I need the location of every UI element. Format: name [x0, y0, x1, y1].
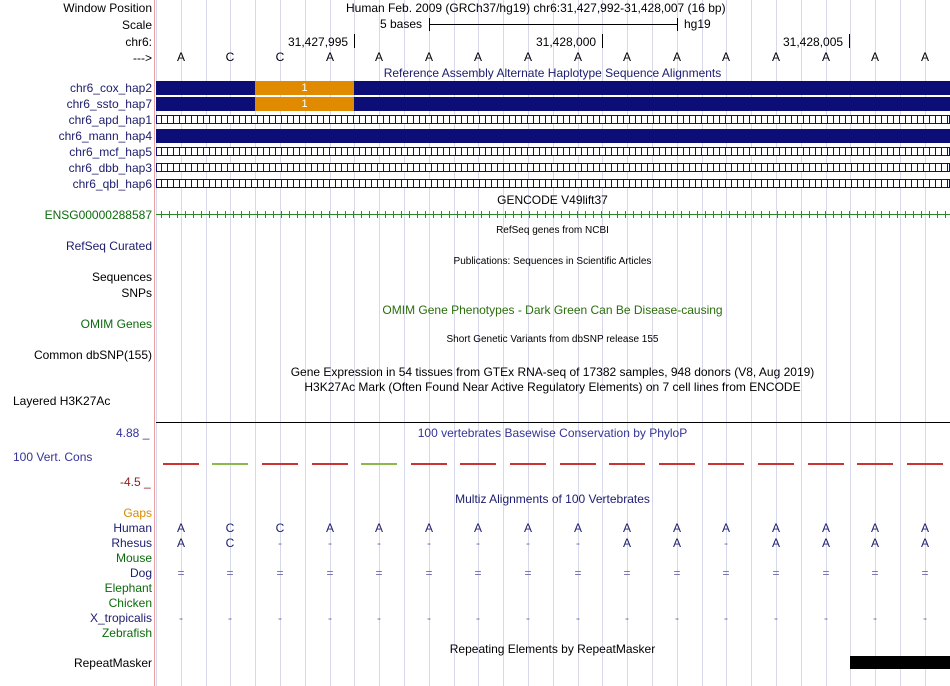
reference-base: A: [374, 50, 383, 64]
species-base: -: [526, 536, 530, 550]
cons-min-label: -4.5 _: [120, 475, 151, 489]
cons-mark: [361, 463, 397, 465]
species-base: =: [375, 566, 383, 580]
reference-base: A: [622, 50, 631, 64]
gtex-title[interactable]: Gene Expression in 54 tissues from GTEx RNA-seq of 17382 samples, 948 donors (V8, Aug 2019): [290, 365, 815, 379]
species-label[interactable]: X_tropicalis: [89, 611, 152, 625]
h3k27ac-title[interactable]: H3K27Ac Mark (Often Found Near Active Regulatory Elements) on 7 cell lines from ENCODE: [304, 380, 801, 394]
species-label[interactable]: Rhesus: [111, 536, 152, 550]
hap-bar-mann[interactable]: [156, 129, 950, 143]
species-base: -: [278, 611, 282, 625]
species-base: -: [427, 611, 431, 625]
species-base: =: [226, 566, 234, 580]
reference-base: A: [176, 50, 185, 64]
species-base: A: [920, 536, 929, 550]
species-base: A: [672, 521, 681, 535]
reference-base: C: [225, 50, 235, 64]
species-base: =: [722, 566, 730, 580]
species-base: C: [275, 521, 285, 535]
strand-arrow-label: --->: [133, 51, 152, 65]
hap-label-cox[interactable]: chr6_cox_hap2: [69, 81, 152, 95]
species-base: A: [771, 521, 780, 535]
h3k27ac-label[interactable]: Layered H3K27Ac: [13, 394, 111, 408]
coord-2-tick: [602, 34, 603, 48]
species-label[interactable]: Dog: [129, 566, 152, 580]
reference-base: A: [672, 50, 681, 64]
gencode-title[interactable]: GENCODE V49lift37: [497, 193, 608, 207]
species-base: =: [822, 566, 830, 580]
cons-mark: [560, 463, 596, 465]
species-base: =: [276, 566, 284, 580]
species-base: -: [179, 611, 183, 625]
species-base: A: [721, 521, 730, 535]
cons-title[interactable]: 100 vertebrates Basewise Conservation by PhyloP: [417, 426, 688, 440]
species-base: =: [673, 566, 681, 580]
cons-mark: [510, 463, 546, 465]
h3k27ac-baseline: [156, 422, 950, 423]
species-base: -: [476, 611, 480, 625]
gencode-gene-label[interactable]: ENSG00000288587: [44, 208, 152, 222]
omim-label[interactable]: OMIM Genes: [80, 317, 152, 331]
gaps-label[interactable]: Gaps: [123, 506, 152, 520]
species-label[interactable]: Zebrafish: [101, 626, 152, 640]
dbsnp-title[interactable]: Short Genetic Variants from dbSNP release 155: [446, 334, 659, 345]
species-base: -: [526, 611, 530, 625]
reference-base: A: [870, 50, 879, 64]
species-base: A: [374, 521, 383, 535]
species-base: A: [920, 521, 929, 535]
hap-line-qbl[interactable]: [156, 179, 950, 188]
species-base: -: [873, 611, 877, 625]
sequences-label[interactable]: Sequences: [91, 270, 152, 284]
species-base: A: [622, 536, 631, 550]
species-label[interactable]: Chicken: [108, 596, 152, 610]
hap-line-mcf[interactable]: [156, 147, 950, 156]
cons-mark: [907, 463, 943, 465]
species-base: -: [824, 611, 828, 625]
species-base: -: [675, 611, 679, 625]
species-base: C: [225, 521, 235, 535]
hap-line-dbb[interactable]: [156, 163, 950, 172]
species-base: -: [278, 536, 282, 550]
species-base: =: [574, 566, 582, 580]
scale-bar-right-tick: [677, 18, 678, 31]
species-base: A: [870, 521, 879, 535]
species-base: -: [724, 611, 728, 625]
cons-mark: [262, 463, 298, 465]
publications-title[interactable]: Publications: Sequences in Scientific Articles: [453, 256, 652, 267]
reference-base: A: [424, 50, 433, 64]
coord-1: 31,427,995: [288, 35, 349, 49]
assembly-label: hg19: [684, 17, 711, 31]
repeat-title[interactable]: Repeating Elements by RepeatMasker: [449, 642, 656, 656]
cons-mark: [411, 463, 447, 465]
species-base: A: [523, 521, 532, 535]
reference-base: A: [771, 50, 780, 64]
omim-title[interactable]: OMIM Gene Phenotypes - Dark Green Can Be Disease-causing: [382, 303, 723, 317]
reference-base: A: [473, 50, 482, 64]
species-base: A: [622, 521, 631, 535]
species-base: -: [328, 536, 332, 550]
species-base: =: [921, 566, 929, 580]
species-base: -: [228, 611, 232, 625]
species-base: =: [524, 566, 532, 580]
hap-label-qbl[interactable]: chr6_qbl_hap6: [72, 177, 152, 191]
repeat-element-block[interactable]: [850, 656, 950, 669]
scale-bar: [429, 24, 677, 25]
chr-label: chr6:: [125, 35, 152, 49]
refseq-label[interactable]: RefSeq Curated: [65, 239, 152, 253]
species-base: A: [424, 521, 433, 535]
species-base: A: [473, 521, 482, 535]
species-base: =: [772, 566, 780, 580]
species-base: -: [377, 536, 381, 550]
species-label[interactable]: Elephant: [104, 581, 152, 595]
species-base: =: [871, 566, 879, 580]
species-base: A: [176, 521, 185, 535]
scale-bar-left-tick: [429, 18, 430, 31]
mismatch-box-cox[interactable]: 1: [255, 81, 354, 95]
gencode-gene-arrows[interactable]: [156, 211, 950, 218]
hap-label-ssto[interactable]: chr6_ssto_hap7: [66, 97, 152, 111]
reference-base: A: [573, 50, 582, 64]
mismatch-box-ssto[interactable]: 1: [255, 97, 354, 111]
reference-base: A: [821, 50, 830, 64]
species-label[interactable]: Human: [113, 521, 152, 535]
cons-mark: [163, 463, 199, 465]
cons-mark: [808, 463, 844, 465]
cons-mark: [312, 463, 348, 465]
coord-3: 31,428,005: [783, 35, 844, 49]
hap-label-mcf[interactable]: chr6_mcf_hap5: [69, 145, 152, 159]
species-base: A: [870, 536, 879, 550]
cons-mark: [460, 463, 496, 465]
repeat-label[interactable]: RepeatMasker: [73, 656, 152, 670]
hap-label-mann[interactable]: chr6_mann_hap4: [58, 129, 152, 143]
species-label[interactable]: Mouse: [115, 551, 152, 565]
snps-label[interactable]: SNPs: [121, 286, 152, 300]
species-base: -: [923, 611, 927, 625]
coord-2: 31,428,000: [536, 35, 597, 49]
species-base: =: [425, 566, 433, 580]
scale-label: Scale: [121, 18, 152, 32]
refseq-title[interactable]: RefSeq genes from NCBI: [496, 225, 609, 236]
species-base: -: [377, 611, 381, 625]
cons-mark: [708, 463, 744, 465]
reference-base: A: [325, 50, 334, 64]
coord-3-tick: [849, 34, 850, 48]
species-base: =: [474, 566, 482, 580]
hap-label-dbb[interactable]: chr6_dbb_hap3: [68, 161, 152, 175]
coord-1-tick: [354, 34, 355, 48]
cons-mark: [609, 463, 645, 465]
species-base: A: [325, 521, 334, 535]
dbsnp-label[interactable]: Common dbSNP(155): [33, 348, 152, 362]
species-base: A: [821, 521, 830, 535]
reference-base: A: [721, 50, 730, 64]
reference-base: C: [275, 50, 285, 64]
multiz-title[interactable]: Multiz Alignments of 100 Vertebrates: [455, 492, 650, 506]
species-base: =: [326, 566, 334, 580]
cons-mark: [857, 463, 893, 465]
reference-base: A: [920, 50, 929, 64]
species-base: A: [771, 536, 780, 550]
hap-line-apd[interactable]: [156, 115, 950, 124]
window-position-label: Window Position: [63, 1, 152, 15]
alt-haplotype-title[interactable]: Reference Assembly Alternate Haplotype Sequence Alignments: [383, 66, 722, 80]
species-base: =: [177, 566, 185, 580]
species-base: -: [576, 536, 580, 550]
cons-max-label: 4.88 _: [116, 426, 150, 440]
species-base: -: [328, 611, 332, 625]
species-base: A: [672, 536, 681, 550]
cons-mark: [758, 463, 794, 465]
species-base: -: [427, 536, 431, 550]
hap-label-apd[interactable]: chr6_apd_hap1: [68, 113, 152, 127]
species-base: A: [573, 521, 582, 535]
cons-mark: [212, 463, 248, 465]
species-base: A: [176, 536, 185, 550]
species-base: -: [724, 536, 728, 550]
cons-mark: [659, 463, 695, 465]
species-base: -: [625, 611, 629, 625]
species-base: -: [576, 611, 580, 625]
species-base: A: [821, 536, 830, 550]
cons-label[interactable]: 100 Vert. Cons: [13, 450, 93, 464]
scale-text: 5 bases: [380, 17, 423, 31]
species-base: C: [225, 536, 235, 550]
position-text[interactable]: Human Feb. 2009 (GRCh37/hg19) chr6:31,427,992-31,428,007 (16 bp): [346, 1, 726, 15]
species-base: -: [774, 611, 778, 625]
species-base: -: [476, 536, 480, 550]
species-base: =: [623, 566, 631, 580]
reference-base: A: [523, 50, 532, 64]
